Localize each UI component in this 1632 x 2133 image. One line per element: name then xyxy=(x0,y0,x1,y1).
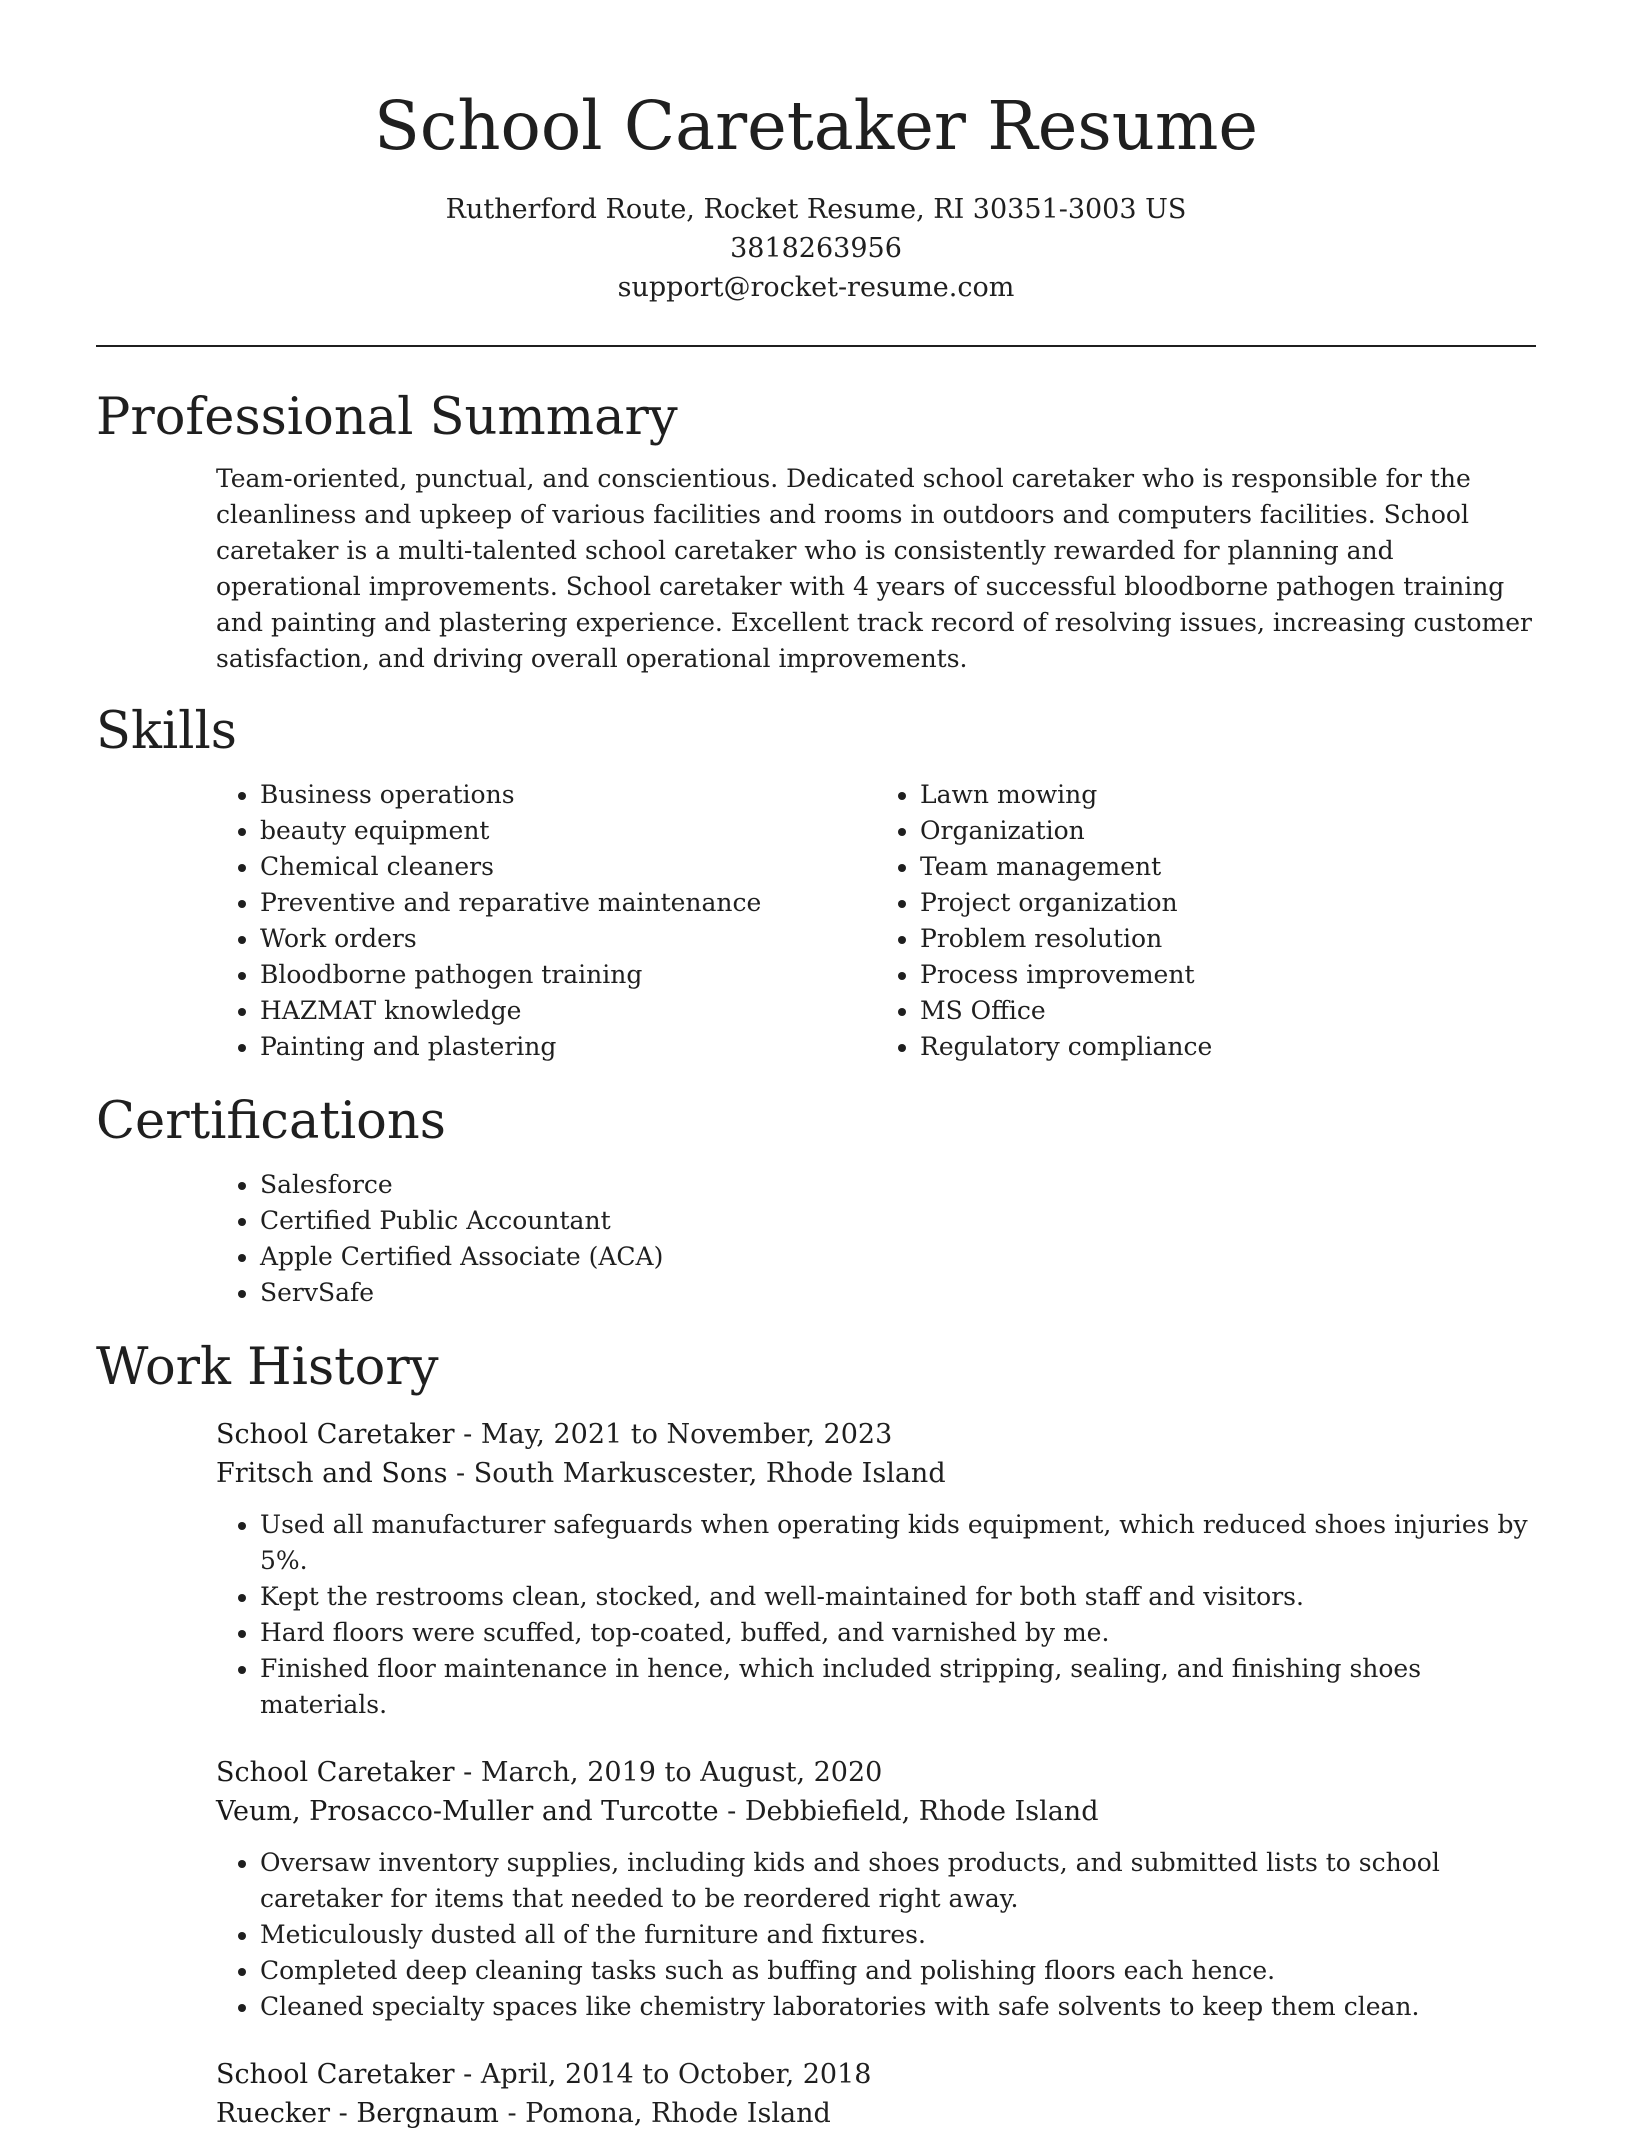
job-dates: May, 2021 to November, 2023 xyxy=(480,1419,893,1450)
skill-item: • Process improvement xyxy=(920,957,1536,993)
certifications-section xyxy=(96,1089,1536,1311)
job-company: Ruecker - Bergnaum xyxy=(216,2098,499,2129)
job-company: Veum, Prosacco-Muller and Turcotte xyxy=(216,1796,719,1827)
job-entry xyxy=(216,1753,1536,2025)
work-history-body xyxy=(216,1415,1536,2133)
skill-item: • Business operations xyxy=(260,777,876,813)
job-dates: April, 2014 to October, 2018 xyxy=(480,2059,872,2090)
job-bullet: • Cleaned specialty spaces like chemistry laboratories with safe solvents to keep them clean. xyxy=(260,1989,1536,2025)
job-bullet: • Kept the restrooms clean, stocked, and well-maintained for both staff and visitors. xyxy=(260,1579,1536,1615)
skill-item: • beauty equipment xyxy=(260,813,876,849)
resume-header xyxy=(0,0,1632,307)
skills-left-list xyxy=(216,777,876,1065)
contact-info xyxy=(0,190,1632,307)
skills-right-list xyxy=(876,777,1536,1065)
certification-item: • Salesforce xyxy=(260,1167,1536,1203)
summary-heading: Professional Summary xyxy=(96,388,678,447)
skill-item: • Problem resolution xyxy=(920,921,1536,957)
job-entry xyxy=(216,2055,1536,2133)
resume-title: School Caretaker Resume xyxy=(373,87,1259,165)
job-location: Debbiefield, Rhode Island xyxy=(744,1796,1099,1827)
certification-item: • Apple Certified Associate (ACA) xyxy=(260,1239,1536,1275)
job-title-line xyxy=(216,1415,1536,1454)
summary-body xyxy=(216,461,1536,677)
skill-item: • Painting and plastering xyxy=(260,1029,876,1065)
header-divider xyxy=(96,345,1536,347)
summary-text: Team-oriented, punctual, and conscientious. Dedicated school caretaker who is responsible for the cleanliness and upkeep of various facilities and rooms in outdoors and computers facilities. School caretaker is a multi-talented school caretaker who is consistently rewarded for planning and operational improvements. School caretaker with 4 years of successful bloodborne pathogen training and painting and plastering experience. Excellent track record of resolving issues, increasing customer satisfaction, and driving overall operational improvements. xyxy=(216,464,1532,673)
job-entry xyxy=(216,1415,1536,1723)
job-bullet: • Oversaw inventory supplies, including kids and shoes products, and submitted lists to school caretaker for items that needed to be reordered right away. xyxy=(260,1845,1536,1917)
job-separator: - xyxy=(727,1796,745,1827)
skill-item: • Preventive and reparative maintenance xyxy=(260,885,876,921)
job-company-line xyxy=(216,1792,1536,1831)
job-title-line xyxy=(216,2055,1536,2094)
skill-item: • Chemical cleaners xyxy=(260,849,876,885)
certification-item: • ServSafe xyxy=(260,1275,1536,1311)
job-title: School Caretaker xyxy=(216,1757,455,1788)
contact-phone: 3818263956 xyxy=(730,233,902,264)
job-company-line xyxy=(216,2094,1536,2133)
job-location: South Markuscester, Rhode Island xyxy=(473,1458,946,1489)
contact-email: support@rocket-resume.com xyxy=(617,272,1015,303)
skills-heading: Skills xyxy=(96,702,237,761)
job-separator: - xyxy=(463,1419,481,1450)
job-title: School Caretaker xyxy=(216,1419,455,1450)
job-title-line xyxy=(216,1753,1536,1792)
skill-item: • Organization xyxy=(920,813,1536,849)
job-dates: March, 2019 to August, 2020 xyxy=(480,1757,883,1788)
work-history-section xyxy=(96,1335,1536,2133)
job-bullet: • Hard floors were scuffed, top-coated, buffed, and varnished by me. xyxy=(260,1615,1536,1651)
job-title: School Caretaker xyxy=(216,2059,455,2090)
skill-item: • Lawn mowing xyxy=(920,777,1536,813)
job-company-line xyxy=(216,1454,1536,1493)
skill-item: • Work orders xyxy=(260,921,876,957)
certifications-heading: Certifications xyxy=(96,1092,446,1151)
skills-section xyxy=(96,699,1536,1065)
summary-section xyxy=(96,385,1536,677)
job-separator: - xyxy=(507,2098,526,2129)
skill-item: • HAZMAT knowledge xyxy=(260,993,876,1029)
job-location: Pomona, Rhode Island xyxy=(525,2098,831,2129)
work-history-heading: Work History xyxy=(96,1338,439,1397)
skills-grid xyxy=(216,777,1536,1065)
job-bullet: • Meticulously dusted all of the furniture and fixtures. xyxy=(260,1917,1536,1953)
job-separator: - xyxy=(463,1757,481,1788)
certifications-body xyxy=(216,1167,1536,1311)
certifications-list xyxy=(216,1167,1536,1311)
job-bullet: • Used all manufacturer safeguards when operating kids equipment, which reduced shoes injuries by 5%. xyxy=(260,1507,1536,1579)
contact-address: Rutherford Route, Rocket Resume, RI 30351-3003 US xyxy=(445,194,1187,225)
certification-item: • Certified Public Accountant xyxy=(260,1203,1536,1239)
job-separator: - xyxy=(456,1458,474,1489)
job-bullet: • Completed deep cleaning tasks such as buffing and polishing floors each hence. xyxy=(260,1953,1536,1989)
skill-item: • Bloodborne pathogen training xyxy=(260,957,876,993)
skill-item: • Regulatory compliance xyxy=(920,1029,1536,1065)
job-bullets xyxy=(216,1845,1536,2025)
job-company: Fritsch and Sons xyxy=(216,1458,448,1489)
skill-item: • Project organization xyxy=(920,885,1536,921)
skill-item: • Team management xyxy=(920,849,1536,885)
job-bullet: • Finished floor maintenance in hence, which included stripping, sealing, and finishing shoes materials. xyxy=(260,1651,1536,1723)
job-bullets xyxy=(216,1507,1536,1723)
job-separator: - xyxy=(463,2059,481,2090)
skill-item: • MS Office xyxy=(920,993,1536,1029)
